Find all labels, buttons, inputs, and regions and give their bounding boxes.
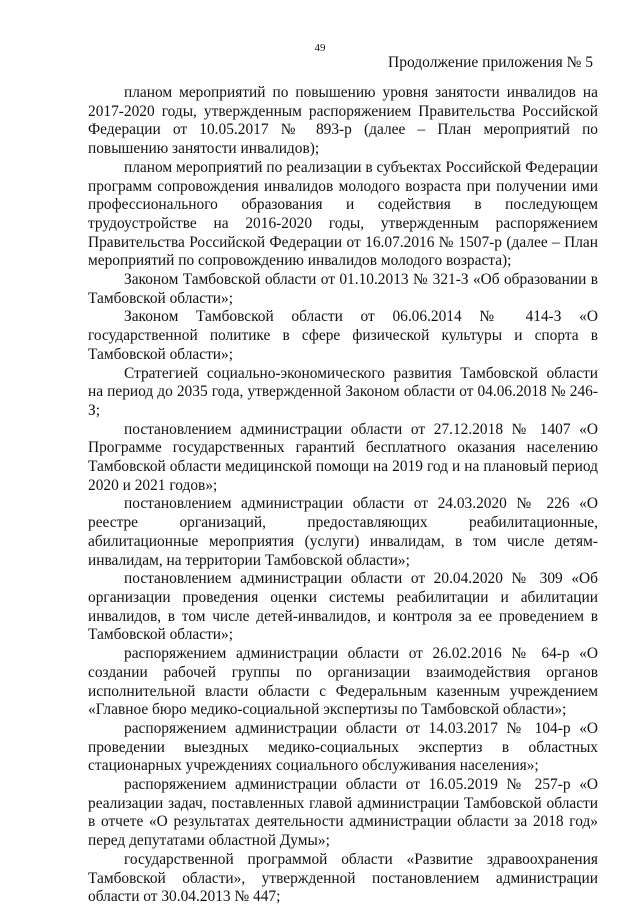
paragraph: постановлением администрации области от 20.04.2020 № 309 «Об организации проведения оценки системы реабилитации и абилитации инвалидов, в том числе детей-инвалидов, и контроля за ее проведением в Тамбовской области»;: [88, 570, 598, 644]
paragraph: постановлением администрации области от 27.12.2018 № 1407 «О Программе государственных гарантий бесплатного оказания населению Тамбовской области медицинской помощи на 2019 год и на плановый период 2020 и 2021 годов»;: [88, 420, 598, 494]
paragraph: постановлением администрации области от 24.03.2020 № 226 «О реестре организаций, предоставляющих реабилитационные, абилитационные мероприятия (услуги) инвалидам, в том числе детям-инвалидам, на территории Тамбовской области»;: [88, 495, 598, 569]
paragraph: распоряжением администрации области от 26.02.2016 № 64-р «О создании рабочей группы по организации взаимодействия органов исполнительной власти области с Федеральным казенным учреждением «Главное бюро медико-социальной экспертизы по Тамбовской области»;: [88, 645, 598, 719]
page-number: 49: [314, 42, 326, 54]
paragraph: государственной программой области «Развитие здравоохранения Тамбовской области», утвержденной постановлением администрации области от 30.04.2013 № 447;: [88, 850, 598, 906]
document-body: [88, 84, 598, 907]
paragraph: планом мероприятий по реализации в субъектах Российской Федерации программ сопровождения инвалидов молодого возраста при получении ими профессионального образования и содействия в последующем трудоустройстве на 2016-2020 годы, утвержденным распоряжением Правительства Российской Федерации от 16.07.2016 № 1507-р (далее – План мероприятий по сопровождению инвалидов молодого возраста);: [88, 158, 598, 270]
paragraph: Стратегией социально-экономического развития Тамбовской области на период до 2035 года, утвержденной Законом области от 04.06.2018 № 246-З;: [88, 364, 598, 419]
paragraph: планом мероприятий по повышению уровня занятости инвалидов на 2017-2020 годы, утвержденным распоряжением Правительства Российской Федерации от 10.05.2017 № 893-р (далее – План мероприятий по повышению занятости инвалидов);: [88, 84, 598, 158]
paragraph: распоряжением администрации области от 14.03.2017 № 104-р «О проведении выездных медико-социальных экспертиз в областных стационарных учреждениях социального обслуживания населения»;: [88, 719, 598, 775]
appendix-continuation-header: Продолжение приложения № 5: [388, 54, 593, 71]
paragraph: Законом Тамбовской области от 01.10.2013 № 321-З «Об образовании в Тамбовской области»;: [88, 271, 598, 307]
paragraph: Законом Тамбовской области от 06.06.2014 № 414-З «О государственной политике в сфере физической культуры и спорта в Тамбовской области»;: [88, 308, 598, 363]
paragraph: распоряжением администрации области от 16.05.2019 № 257-р «О реализации задач, поставленных главой администрации Тамбовской области в отчете «О результатах деятельности администрации области за 2018 год» перед депутатами областной Думы»;: [88, 776, 598, 850]
